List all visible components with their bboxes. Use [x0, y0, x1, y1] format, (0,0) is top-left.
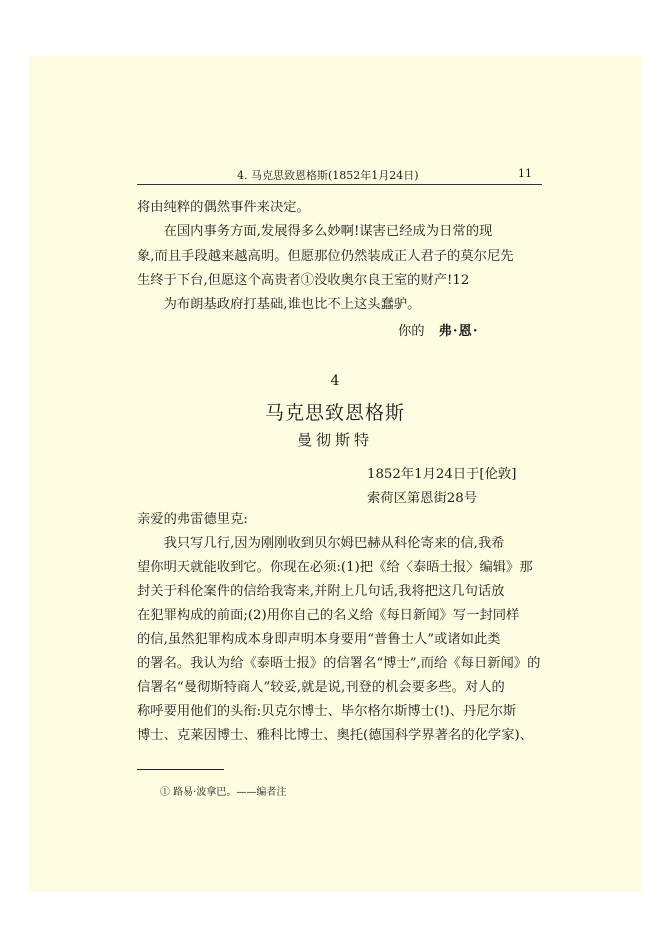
letter-line-1: 我只写几行,因为刚刚收到贝尔姆巴赫从科伦寄来的信,我希 [137, 536, 505, 551]
running-header [137, 166, 542, 185]
body-line-4: 生终于下台,但愿这个高贵者①没收奥尔良王室的财产!12 [137, 273, 470, 288]
footnote-rule [137, 769, 224, 770]
body-line-2: 在国内事务方面,发展得多么妙啊!谋害已经成为日常的现 [137, 224, 493, 239]
signoff-prefix: 你的 [398, 324, 425, 339]
signoff-name: 弗·恩· [438, 324, 479, 339]
letter-line-3: 封关于科伦案件的信给我寄来,并附上几句话,我将把这几句话放 [137, 584, 505, 599]
page-number: 11 [518, 167, 532, 180]
letter-line-6: 的署名。我认为给《泰晤士报》的信署名“博士”,而给《每日新闻》的 [137, 656, 541, 671]
header-title: 4. 马克思致恩格斯(1852年1月24日) [237, 169, 419, 182]
body-line-5: 为布朗基政府打基础,谁也比不上这头蠢驴。 [137, 297, 421, 312]
letter-line-8: 称呼要用他们的头衔:贝克尔博士、毕尔格尔斯博士(!)、丹尼尔斯 [137, 704, 517, 719]
footnote: ① 路易·波拿巴。——编者注 [160, 787, 287, 798]
letter-title: 马克思致恩格斯 [264, 402, 405, 424]
body-line-3: 象,而且手段越来越高明。但愿那位仍然装成正人君子的莫尔尼先 [137, 249, 514, 264]
letter-line-5: 的信,虽然犯罪构成本身即声明本身要用“普鲁士人”或诸如此类 [137, 632, 501, 647]
letter-line-4: 在犯罪构成的前面;(2)用你自己的名义给《每日新闻》写一封同样 [137, 608, 520, 623]
letter-number: 4 [330, 373, 340, 389]
salutation: 亲爱的弗雷德里克: [137, 512, 248, 527]
dateline-date: 1852年1月24日于[伦敦] [367, 467, 517, 482]
signoff [398, 320, 478, 339]
dateline-address: 索荷区第恩街28号 [367, 491, 477, 506]
letter-line-2: 望你明天就能收到它。你现在必须:(1)把《给〈泰晤士报〉编辑》那 [137, 560, 533, 575]
body-line-1: 将由纯粹的偶然事件来决定。 [137, 200, 310, 215]
letter-line-9: 博士、克莱因博士、雅科比博士、奥托(德国科学界著名的化学家)、 [137, 728, 533, 743]
letter-line-7: 信署名“曼彻斯特商人”较妥,就是说,刊登的机会要多些。对人的 [137, 680, 505, 695]
letter-place: 曼彻斯特 [296, 431, 373, 449]
